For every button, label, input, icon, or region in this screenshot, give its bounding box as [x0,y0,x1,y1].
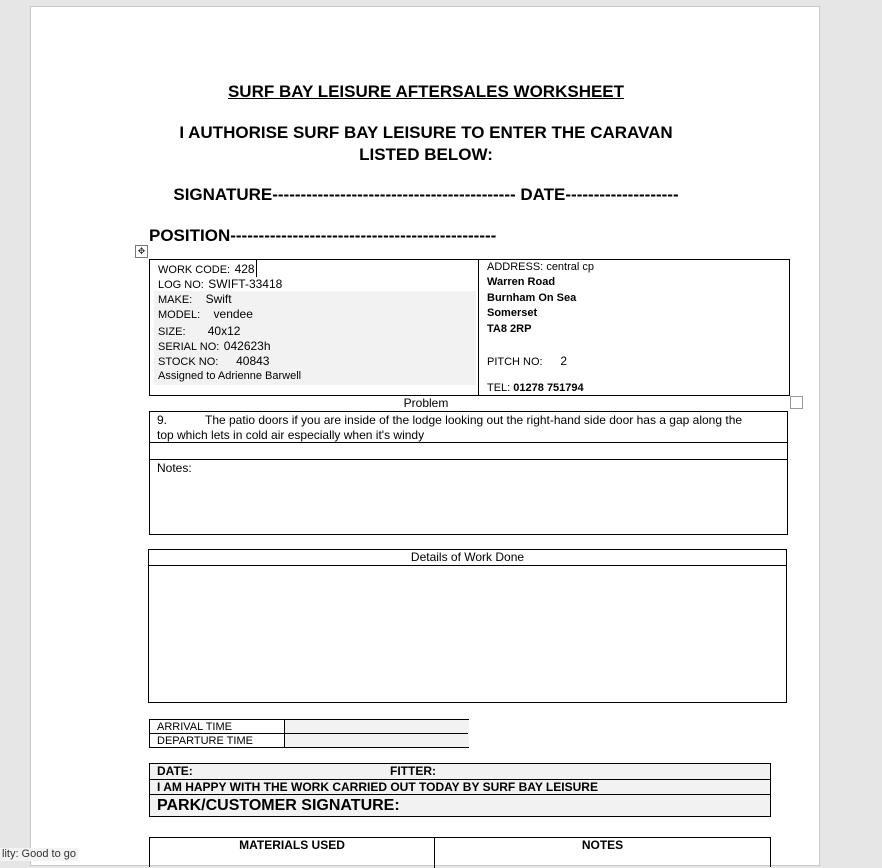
assigned-to: Assigned to Adrienne Barwell [158,370,302,382]
address-line5: TA8 2RP [487,323,532,335]
materials-used-header: MATERIALS USED [239,838,345,852]
authorise-statement: I AUTHORISE SURF BAY LEISURE TO ENTER THE CARAVAN LISTED BELOW: [179,123,673,164]
tel-row: TEL: 01278 751794 [487,382,584,394]
date-label: DATE: [157,764,193,778]
problem-header: Problem [403,396,449,410]
customer-signature-label: PARK/CUSTOMER SIGNATURE: [157,797,400,814]
stock-value: 40843 [236,354,270,368]
problem-text[interactable]: 9. The patio doors if you are inside of the lodge looking out the right-hand side door has a gap along the top which lets in cold air especially when it's windy [157,413,743,442]
worksheet-title: SURF BAY LEISURE AFTERSALES WORKSHEET [227,82,625,101]
divider [150,459,787,460]
signoff-table [149,763,771,817]
address-line4: Somerset [487,307,538,319]
size-row: SIZE: 40x12 [158,324,241,338]
work-done-header: Details of Work Done [149,550,786,566]
make-value: Swift [205,292,232,306]
work-done-body[interactable] [149,566,786,702]
table-move-handle-icon[interactable]: ✥ [135,245,148,258]
model-row: MODEL: vendee [158,307,253,321]
address-cell [479,260,789,395]
status-bar: lity: Good to go [2,848,76,860]
log-no-value: SWIFT-33418 [208,277,283,291]
details-left-cell [150,260,479,395]
problem-table [149,411,788,535]
departure-time-label: DEPARTURE TIME [157,735,253,747]
divider [150,442,787,443]
work-done-table [148,549,787,703]
make-row: MAKE: Swift [158,292,232,306]
model-value: vendee [213,307,253,321]
address-line1: ADDRESS: central cp [487,261,595,273]
position-line: POSITION----------------------------------------------- [149,226,497,245]
work-code-row[interactable]: WORK CODE: 428 [158,262,255,276]
log-no-row: LOG NO: SWIFT-33418 [158,277,283,291]
happy-statement: I AM HAPPY WITH THE WORK CARRIED OUT TODAY BY SURF BAY LEISURE [157,780,598,794]
size-value: 40x12 [207,324,241,338]
times-table [149,719,469,748]
work-code-value: 428 [234,262,255,276]
serial-value: 042623h [223,339,271,353]
pitch-value: 2 [560,354,568,368]
fitter-label: FITTER: [390,764,436,778]
stock-row: STOCK NO: 40843 [158,354,270,368]
materials-table [149,837,771,867]
notes-header: NOTES [581,838,624,852]
address-line2: Warren Road [487,276,556,288]
signature-date-line: SIGNATURE------------------------------------------- DATE-------------------- [173,185,679,204]
notes-label[interactable]: Notes: [157,461,192,475]
text-cursor [256,260,257,277]
problem-number: 9. [157,413,168,427]
arrival-time-label: ARRIVAL TIME [157,721,232,733]
checkbox[interactable] [790,396,803,409]
caravan-details-table [149,259,790,396]
address-line3: Burnham On Sea [487,292,577,304]
serial-row: SERIAL NO: 042623h [158,339,271,353]
pitch-row: PITCH NO: 2 [487,354,568,368]
